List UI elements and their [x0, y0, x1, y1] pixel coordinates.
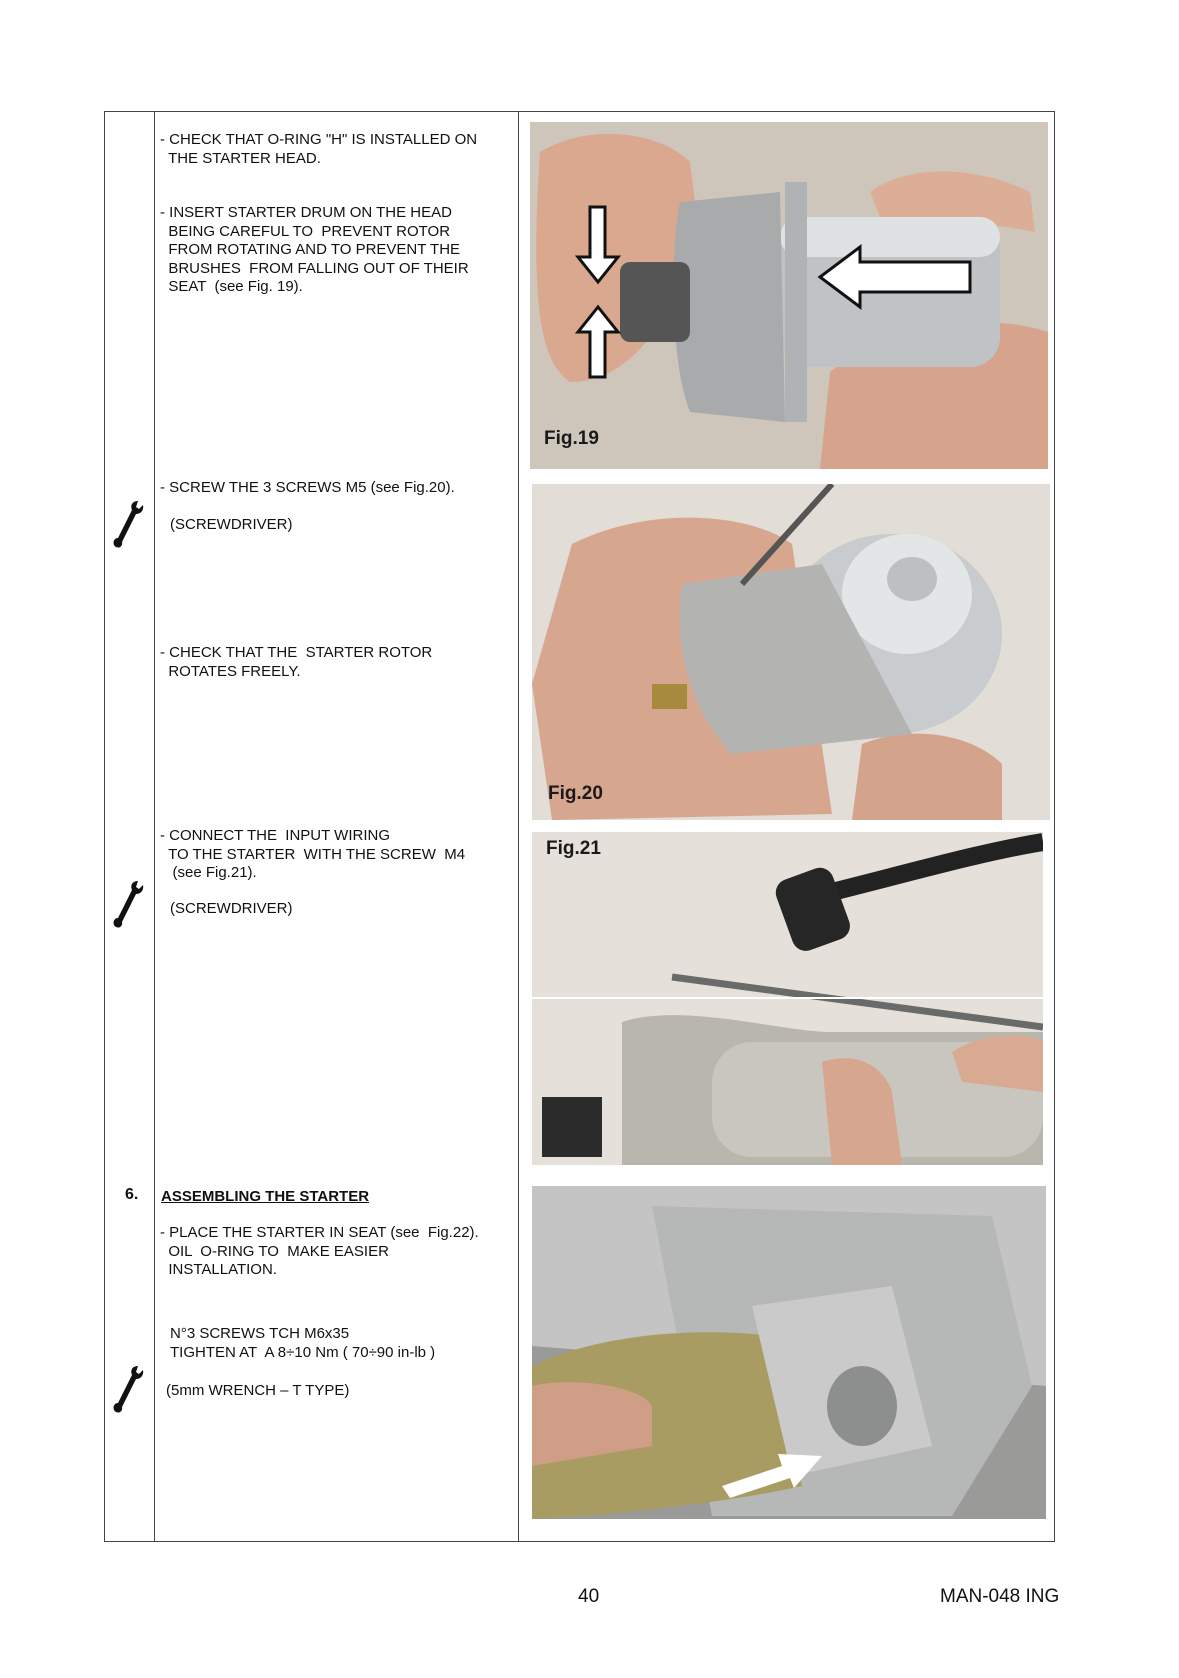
- figure-22-photo: [532, 1186, 1046, 1519]
- figure-20-label: Fig.20: [548, 783, 603, 804]
- section-title: ASSEMBLING THE STARTER: [161, 1188, 370, 1205]
- step-place-starter: - PLACE THE STARTER IN SEAT (see Fig.22). OIL O-RING TO MAKE EASIER INSTALLATION.: [160, 1224, 479, 1278]
- figure-21-label: Fig.21: [546, 838, 601, 859]
- page-number: 40: [578, 1586, 600, 1607]
- step-screws-torque: N°3 SCREWS TCH M6x35 TIGHTEN AT A 8÷10 Nm ( 70÷90 in-lb ): [170, 1325, 436, 1361]
- section-number: 6.: [125, 1186, 139, 1203]
- figure-21-photo: [532, 832, 1043, 1165]
- step-connect-wiring: - CONNECT THE INPUT WIRING TO THE STARTER WITH THE SCREW M4 (see Fig.21).: [160, 827, 466, 881]
- step-rotor-check: - CHECK THAT THE STARTER ROTOR ROTATES FREELY.: [160, 644, 433, 680]
- step-oring-check: - CHECK THAT O-RING "H" IS INSTALLED ON THE STARTER HEAD.: [160, 131, 478, 167]
- figure-19-label: Fig.19: [544, 428, 599, 449]
- figure-20-photo: [532, 484, 1050, 820]
- document-code: MAN-048 ING: [940, 1586, 1060, 1607]
- figure-19-photo: [530, 122, 1048, 469]
- table-divider-right: [518, 111, 519, 1542]
- step-insert-drum: - INSERT STARTER DRUM ON THE HEAD BEING CAREFUL TO PREVENT ROTOR FROM ROTATING AND TO PREVENT THE BRUSHES FROM FALLING OUT OF THEIR SEAT (see Fig. 19).: [160, 204, 469, 295]
- wrench-icon: [110, 498, 146, 550]
- tool-t-wrench: (5mm WRENCH – T TYPE): [166, 1382, 350, 1399]
- table-divider-left: [154, 111, 155, 1542]
- step-screw-m5: - SCREW THE 3 SCREWS M5 (see Fig.20).: [160, 479, 455, 496]
- wrench-icon: [110, 1363, 146, 1415]
- wrench-icon: [110, 878, 146, 930]
- tool-screwdriver-1: (SCREWDRIVER): [170, 516, 293, 533]
- tool-screwdriver-2: (SCREWDRIVER): [170, 900, 293, 917]
